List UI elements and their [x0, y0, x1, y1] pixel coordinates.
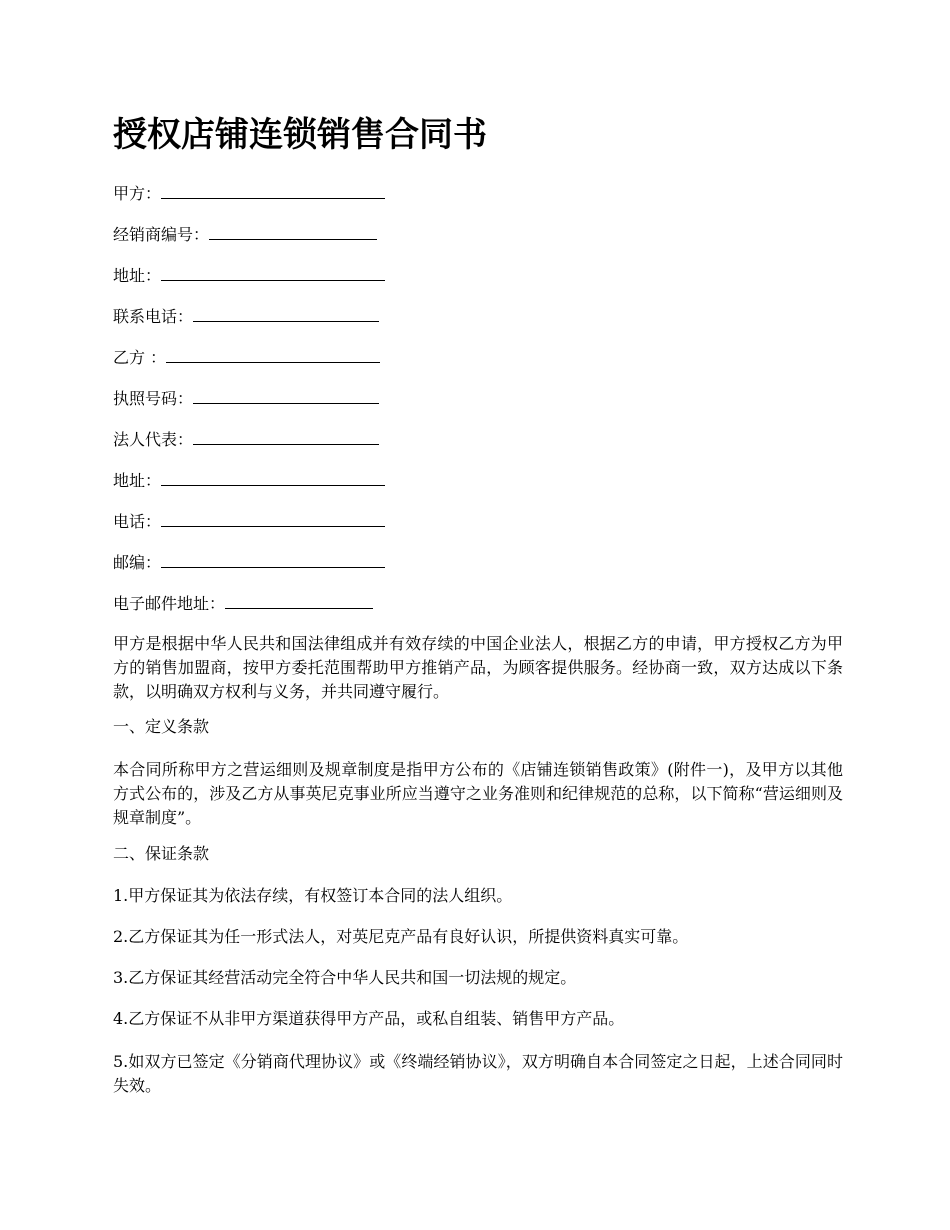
- fill-in-blank: [193, 426, 379, 445]
- clause-item: 5.如双方已签定《分销商代理协议》或《终端经销协议》，双方明确自本合同签定之日起，上述合同同时失效。: [113, 1052, 843, 1095]
- document-title: 授权店铺连锁销售合同书: [113, 115, 487, 155]
- field-label: 电子邮件地址：: [113, 594, 226, 613]
- field-license-number: [113, 385, 379, 411]
- field-label: 法人代表：: [113, 430, 194, 449]
- field-party-a: [113, 180, 385, 206]
- clause-item: 4.乙方保证不从非甲方渠道获得甲方产品，或私自组装、销售甲方产品。: [113, 1009, 625, 1028]
- field-phone: [113, 508, 385, 534]
- section-heading-guarantees: 二、保证条款: [113, 844, 210, 863]
- definitions-paragraph: 本合同所称甲方之营运细则及规章制度是指甲方公布的《店铺连锁销售政策》(附件一)，及甲方以其他方式公布的，涉及乙方从事英尼克事业所应当遵守之业务准则和纪律规范的总称，以下简称“营运细则及规章制度”。: [113, 760, 843, 827]
- fill-in-blank: [193, 303, 379, 322]
- field-label: 经销商编号：: [113, 225, 210, 244]
- field-legal-representative: [113, 426, 379, 452]
- field-label: 乙方 ：: [113, 348, 167, 367]
- field-label: 电话：: [113, 512, 162, 531]
- section-heading-definitions: 一、定义条款: [113, 717, 210, 736]
- clause-item: 1.甲方保证其为依法存续，有权签订本合同的法人组织。: [113, 886, 513, 905]
- field-address-b: [113, 467, 385, 493]
- intro-paragraph: 甲方是根据中华人民共和国法律组成并有效存续的中国企业法人，根据乙方的申请，甲方授权乙方为甲方的销售加盟商，按甲方委托范围帮助甲方推销产品，为顾客提供服务。经协商一致，双方达成以下条款，以明确双方权利与义务，并共同遵守履行。: [113, 634, 843, 701]
- field-email: [113, 590, 373, 616]
- fill-in-blank: [161, 262, 385, 281]
- field-party-b: [113, 344, 380, 370]
- field-label: 地址：: [113, 471, 162, 490]
- clause-item: 2.乙方保证其为任一形式法人，对英尼克产品有良好认识，所提供资料真实可靠。: [113, 927, 689, 946]
- field-label: 甲方：: [113, 184, 162, 203]
- fill-in-blank: [161, 180, 385, 199]
- field-label: 邮编：: [113, 553, 162, 572]
- fill-in-blank: [225, 590, 373, 609]
- fill-in-blank: [193, 385, 379, 404]
- fill-in-blank: [161, 549, 385, 568]
- field-dealer-number: [113, 221, 377, 247]
- fill-in-blank: [161, 467, 385, 486]
- field-label: 地址：: [113, 266, 162, 285]
- fill-in-blank: [209, 221, 377, 240]
- field-address-a: [113, 262, 385, 288]
- field-label: 执照号码：: [113, 389, 194, 408]
- fill-in-blank: [161, 508, 385, 527]
- field-label: 联系电话：: [113, 307, 194, 326]
- fill-in-blank: [166, 344, 380, 363]
- field-postcode: [113, 549, 385, 575]
- field-contact-phone: [113, 303, 379, 329]
- clause-item: 3.乙方保证其经营活动完全符合中华人民共和国一切法规的规定。: [113, 968, 577, 987]
